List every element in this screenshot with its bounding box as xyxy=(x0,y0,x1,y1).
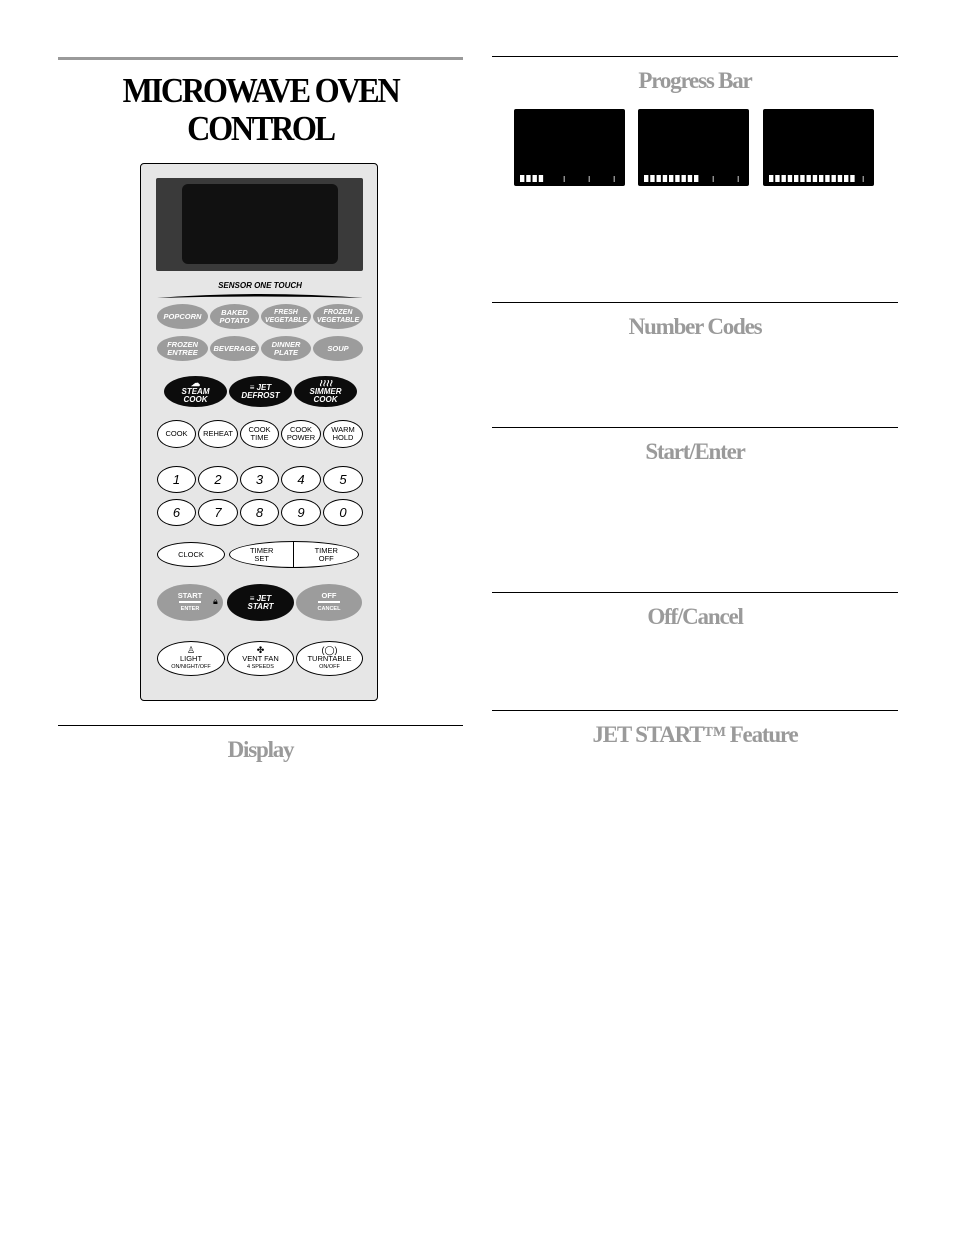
fresh-vegetable-button[interactable]: FRESH VEGETABLE xyxy=(261,304,311,329)
progress-tick-filled xyxy=(832,175,836,182)
progress-tick-filled xyxy=(819,175,823,182)
progress-tick-filled xyxy=(807,175,811,182)
timer-off-label[interactable]: TIMER OFF xyxy=(314,545,338,563)
jet-defrost-button[interactable]: ≡ JET DEFROST xyxy=(229,376,292,407)
display-screen xyxy=(182,184,338,264)
light-bulb-icon: ♙ xyxy=(186,645,196,655)
progress-screen-3 xyxy=(763,109,874,186)
steam-cook-button[interactable]: ☁ STEAM COOK xyxy=(164,376,227,407)
start-enter-heading: Start/Enter xyxy=(645,439,745,464)
progress-tick-empty xyxy=(738,176,739,182)
display-heading: Display xyxy=(227,737,294,762)
number-key-5[interactable]: 5 xyxy=(323,466,363,493)
progress-bar-ticks xyxy=(520,175,620,182)
progress-tick-empty xyxy=(614,176,615,182)
jet-lines-icon: ≡ xyxy=(249,593,255,603)
progress-tick-empty xyxy=(863,176,864,182)
progress-tick-empty xyxy=(713,176,714,182)
timer-button[interactable] xyxy=(229,541,359,568)
progress-tick-filled xyxy=(669,175,673,182)
start-enter-section-rule xyxy=(492,427,898,428)
progress-tick-filled xyxy=(825,175,829,182)
progress-tick-filled xyxy=(788,175,792,182)
sensor-underline xyxy=(157,292,363,300)
number-key-0[interactable]: 0 xyxy=(323,499,363,526)
display-section-rule xyxy=(58,725,463,726)
cook-power-button[interactable]: COOK POWER xyxy=(281,420,321,448)
progress-tick-filled xyxy=(694,175,698,182)
progress-tick-filled xyxy=(657,175,661,182)
number-codes-section-rule xyxy=(492,302,898,303)
progress-bar-section-rule xyxy=(492,56,898,57)
progress-tick-filled xyxy=(682,175,686,182)
cook-time-button[interactable]: COOK TIME xyxy=(240,420,279,448)
control-panel-illustration xyxy=(140,163,378,701)
dinner-plate-button[interactable]: DINNER PLATE xyxy=(261,336,311,361)
simmer-cook-button[interactable]: ≀≀≀≀ SIMMER COOK xyxy=(294,376,357,407)
progress-tick-filled xyxy=(794,175,798,182)
progress-bar-ticks xyxy=(644,175,744,182)
off-cancel-heading: Off/Cancel xyxy=(647,604,743,629)
progress-tick-empty xyxy=(589,176,590,182)
number-key-4[interactable]: 4 xyxy=(281,466,321,493)
progress-tick-filled xyxy=(520,175,524,182)
progress-tick-filled xyxy=(675,175,679,182)
top-rule-left xyxy=(58,57,463,60)
progress-bar-heading: Progress Bar xyxy=(638,68,752,93)
title-line-1: MICROWAVE OVEN xyxy=(122,71,399,110)
number-key-7[interactable]: 7 xyxy=(198,499,238,526)
progress-tick-filled xyxy=(644,175,648,182)
clock-button[interactable]: CLOCK xyxy=(157,542,225,567)
number-key-9[interactable]: 9 xyxy=(281,499,321,526)
timer-set-label[interactable]: TIMER SET xyxy=(250,545,274,563)
progress-tick-filled xyxy=(813,175,817,182)
progress-tick-filled xyxy=(844,175,848,182)
sensor-one-touch-label: SENSOR ONE TOUCH xyxy=(218,281,302,290)
progress-tick-filled xyxy=(782,175,786,182)
frozen-entree-button[interactable]: FROZEN ENTREE xyxy=(157,336,208,361)
vent-fan-button[interactable]: ✤ VENT FAN 4 SPEEDS xyxy=(227,641,294,676)
soup-button[interactable]: SOUP xyxy=(313,336,363,361)
lock-icon: 🔒︎ xyxy=(213,596,218,606)
jet-start-heading: JET START™ Feature xyxy=(592,722,798,747)
progress-tick-filled xyxy=(850,175,854,182)
progress-tick-filled xyxy=(539,175,543,182)
number-key-1[interactable]: 1 xyxy=(157,466,196,493)
page-title xyxy=(74,72,447,148)
turntable-icon: (◯) xyxy=(321,645,338,655)
progress-bar-ticks xyxy=(769,175,869,182)
timer-divider xyxy=(293,541,294,568)
progress-tick-filled xyxy=(775,175,779,182)
cook-button[interactable]: COOK xyxy=(157,420,196,448)
progress-tick-filled xyxy=(533,175,537,182)
steam-icon: ☁ xyxy=(191,378,200,388)
frozen-vegetable-button[interactable]: FROZEN VEGETABLE xyxy=(313,304,363,329)
number-key-2[interactable]: 2 xyxy=(198,466,238,493)
number-key-8[interactable]: 8 xyxy=(240,499,279,526)
number-key-6[interactable]: 6 xyxy=(157,499,196,526)
reheat-button[interactable]: REHEAT xyxy=(198,420,238,448)
progress-tick-filled xyxy=(650,175,654,182)
baked-potato-button[interactable]: BAKED POTATO xyxy=(210,304,259,329)
progress-tick-filled xyxy=(800,175,804,182)
display-bezel xyxy=(156,178,363,271)
number-key-3[interactable]: 3 xyxy=(240,466,279,493)
progress-tick-filled xyxy=(838,175,842,182)
progress-tick-empty xyxy=(564,176,565,182)
progress-tick-filled xyxy=(688,175,692,182)
popcorn-button[interactable]: POPCORN xyxy=(157,304,208,329)
light-button[interactable]: ♙ LIGHT ON/NIGHT/OFF xyxy=(157,641,225,676)
title-line-2: CONTROL xyxy=(187,109,334,148)
heat-waves-icon: ≀≀≀≀ xyxy=(318,378,333,388)
off-cancel-button[interactable]: OFF CANCEL xyxy=(296,584,362,621)
number-codes-heading: Number Codes xyxy=(628,314,762,339)
start-enter-button[interactable]: START ENTER xyxy=(157,584,223,621)
progress-screen-1 xyxy=(514,109,625,186)
warm-hold-button[interactable]: WARM HOLD xyxy=(323,420,363,448)
jet-start-button[interactable]: ≡ JET START xyxy=(227,584,294,621)
turntable-button[interactable]: (◯) TURNTABLE ON/OFF xyxy=(296,641,363,676)
jet-start-section-rule xyxy=(492,710,898,711)
progress-tick-filled xyxy=(663,175,667,182)
jet-lines-icon: ≡ xyxy=(249,382,255,392)
beverage-button[interactable]: BEVERAGE xyxy=(210,336,259,361)
fan-icon: ✤ xyxy=(256,645,265,655)
progress-tick-filled xyxy=(769,175,773,182)
off-cancel-section-rule xyxy=(492,592,898,593)
progress-screen-2 xyxy=(638,109,749,186)
progress-tick-filled xyxy=(526,175,530,182)
